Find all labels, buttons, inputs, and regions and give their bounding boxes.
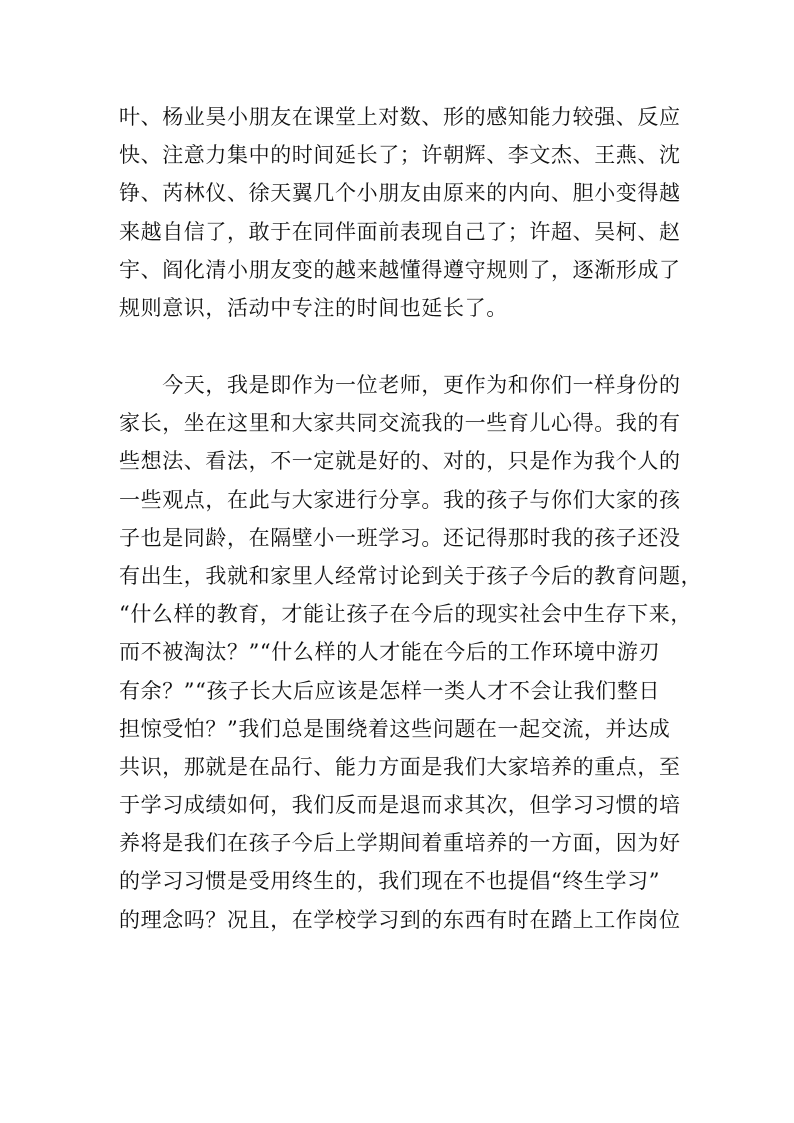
text-line: 铮、芮林仪、徐天翼几个小朋友由原来的内向、胆小变得越 xyxy=(119,181,681,206)
text-line: 于学习成绩如何，我们反而是退而求其次，但学习习惯的培 xyxy=(119,793,681,818)
text-line: 今天，我是即作为一位老师，更作为和你们一样身份的 xyxy=(119,373,681,397)
text-line: 宇、阎化清小朋友变的越来越懂得遵守规则了，逐渐形成了 xyxy=(119,257,681,282)
text-line: 来越自信了，敢于在同伴面前表现自己了；许超、吴柯、赵 xyxy=(119,219,681,244)
text-line: 有余？”“孩子长大后应该是怎样一类人才不会让我们整日 xyxy=(119,678,661,703)
text-line: 家长，坐在这里和大家共同交流我的一些育儿心得。我的有 xyxy=(119,411,681,436)
text-line: 担惊受怕？”我们总是围绕着这些问题在一起交流，并达成 xyxy=(119,716,671,741)
paragraph-1 xyxy=(119,98,691,327)
text-line: “什么样的教育，才能让孩子在今后的现实社会中生存下来， xyxy=(119,602,692,627)
text-line: 共识，那就是在品行、能力方面是我们大家培养的重点，至 xyxy=(119,754,681,779)
text-line: 子也是同龄，在隔壁小一班学习。还记得那时我的孩子还没 xyxy=(119,525,681,550)
text-line: 一些观点，在此与大家进行分享。我的孩子与你们大家的孩 xyxy=(119,487,681,512)
text-line: 的学习习惯是受用终生的，我们现在不也提倡“终生学习” xyxy=(119,869,661,894)
text-line: 有出生，我就和家里人经常讨论到关于孩子今后的教育问题， xyxy=(119,563,703,588)
paragraph-2 xyxy=(119,366,703,939)
text-line: 快、注意力集中的时间延长了；许朝辉、李文杰、王燕、沈 xyxy=(119,143,681,168)
text-line: 规则意识，活动中专注的时间也延长了。 xyxy=(119,295,508,320)
text-line: 而不被淘汰？”“什么样的人才能在今后的工作环境中游刃 xyxy=(119,640,661,665)
text-line: 叶、杨业昊小朋友在课堂上对数、形的感知能力较强、反应 xyxy=(119,105,681,129)
text-line: 的理念吗？况且，在学校学习到的东西有时在踏上工作岗位 xyxy=(119,907,681,932)
text-line: 些想法、看法，不一定就是好的、对的，只是作为我个人的 xyxy=(119,449,681,474)
text-line: 养将是我们在孩子今后上学期间着重培养的一方面，因为好 xyxy=(119,831,681,856)
